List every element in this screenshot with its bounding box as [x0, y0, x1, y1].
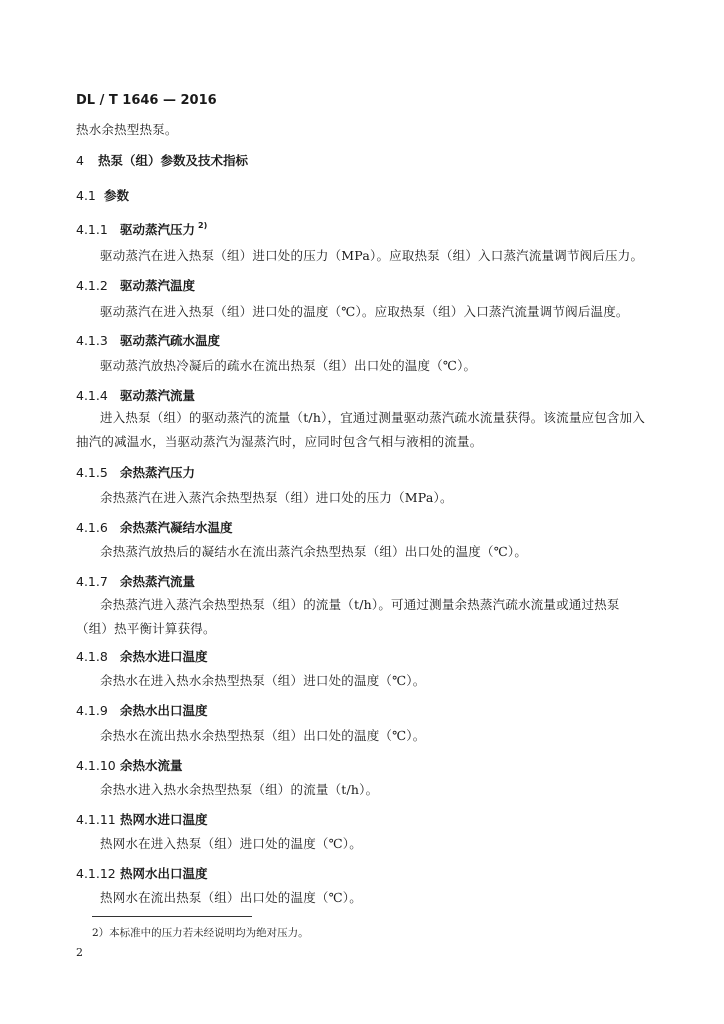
item-text: 余热蒸汽放热后的凝结水在流出蒸汽余热型热泵（组）出口处的温度（℃）。 — [100, 544, 528, 559]
page-number: 2 — [76, 946, 83, 959]
item-heading — [76, 647, 208, 665]
item-number: 4.1.5 — [76, 465, 108, 480]
footnote-divider — [92, 916, 252, 917]
item-heading — [76, 572, 195, 590]
item-text: 驱动蒸汽放热冷凝后的疏水在流出热泵（组）出口处的温度（℃）。 — [100, 358, 477, 373]
item-number: 4.1.11 — [76, 812, 116, 827]
footnote-marker: 2) — [198, 221, 208, 230]
item-text: 余热水进入热水余热型热泵（组）的流量（t/h）。 — [100, 782, 379, 797]
item-heading — [76, 463, 195, 481]
item-number: 4.1.3 — [76, 333, 108, 348]
item-title: 余热水流量 — [120, 758, 183, 773]
section-4-1-number: 4.1 — [76, 188, 96, 203]
item-title: 热网水进口温度 — [120, 812, 208, 827]
item-text: 余热蒸汽在进入蒸汽余热型热泵（组）进口处的压力（MPa）。 — [100, 490, 453, 505]
item-text: 余热水在流出热水余热型热泵（组）出口处的温度（℃）。 — [100, 728, 426, 743]
item-text: 热网水在流出热泵（组）出口处的温度（℃）。 — [100, 890, 362, 905]
item-text: 热网水在进入热泵（组）进口处的温度（℃）。 — [100, 836, 362, 851]
item-number: 4.1.12 — [76, 866, 116, 881]
item-title: 余热水出口温度 — [120, 703, 208, 718]
item-heading — [76, 518, 233, 536]
section-4-title: 热泵（组）参数及技术指标 — [98, 153, 249, 168]
item-number: 4.1.7 — [76, 574, 108, 589]
item-heading — [76, 331, 220, 349]
standard-code: DL / T 1646 — 2016 — [76, 93, 217, 108]
item-title: 驱动蒸汽压力 — [120, 222, 196, 237]
item-title: 余热蒸汽压力 — [120, 465, 196, 480]
item-number: 4.1.8 — [76, 649, 108, 664]
item-heading — [76, 220, 207, 238]
item-text: 驱动蒸汽在进入热泵（组）进口处的压力（MPa）。应取热泵（组）入口蒸汽流量调节阀后压力。 — [100, 248, 644, 263]
item-title: 热网水出口温度 — [120, 866, 208, 881]
item-heading — [76, 810, 208, 828]
item-number: 4.1.9 — [76, 703, 108, 718]
item-heading — [76, 864, 208, 882]
item-title: 驱动蒸汽温度 — [120, 278, 196, 293]
section-4-heading — [76, 151, 248, 169]
item-number: 4.1.4 — [76, 388, 108, 403]
section-4-1-heading — [76, 186, 129, 204]
item-title: 余热水进口温度 — [120, 649, 208, 664]
item-heading — [76, 756, 183, 774]
item-title: 余热蒸汽流量 — [120, 574, 196, 589]
item-title: 余热蒸汽凝结水温度 — [120, 520, 233, 535]
item-title: 驱动蒸汽流量 — [120, 388, 196, 403]
section-4-number: 4 — [76, 153, 84, 168]
item-heading — [76, 386, 195, 404]
item-heading — [76, 701, 208, 719]
item-number: 4.1.2 — [76, 278, 108, 293]
footnote: 2）本标准中的压力若未经说明均为绝对压力。 — [92, 927, 309, 939]
item-text: 余热蒸汽进入蒸汽余热型热泵（组）的流量（t/h）。可通过测量余热蒸汽疏水流量或通过热泵（组）热平衡计算获得。 — [76, 597, 620, 636]
item-text: 驱动蒸汽在进入热泵（组）进口处的温度（℃）。应取热泵（组）入口蒸汽流量调节阀后温度。 — [100, 304, 629, 319]
item-number: 4.1.6 — [76, 520, 108, 535]
section-4-1-title: 参数 — [104, 188, 130, 203]
item-number: 4.1.10 — [76, 758, 116, 773]
item-text: 进入热泵（组）的驱动蒸汽的流量（t/h），宜通过测量驱动蒸汽疏水流量获得。该流量应包含加入抽汽的减温水，当驱动蒸汽为湿蒸汽时，应同时包含气相与液相的流量。 — [76, 410, 646, 449]
item-number: 4.1.1 — [76, 222, 108, 237]
item-title: 驱动蒸汽疏水温度 — [120, 333, 221, 348]
item-text: 余热水在进入热水余热型热泵（组）进口处的温度（℃）。 — [100, 673, 426, 688]
item-heading — [76, 276, 195, 294]
intro-text: 热水余热型热泵。 — [76, 122, 178, 137]
